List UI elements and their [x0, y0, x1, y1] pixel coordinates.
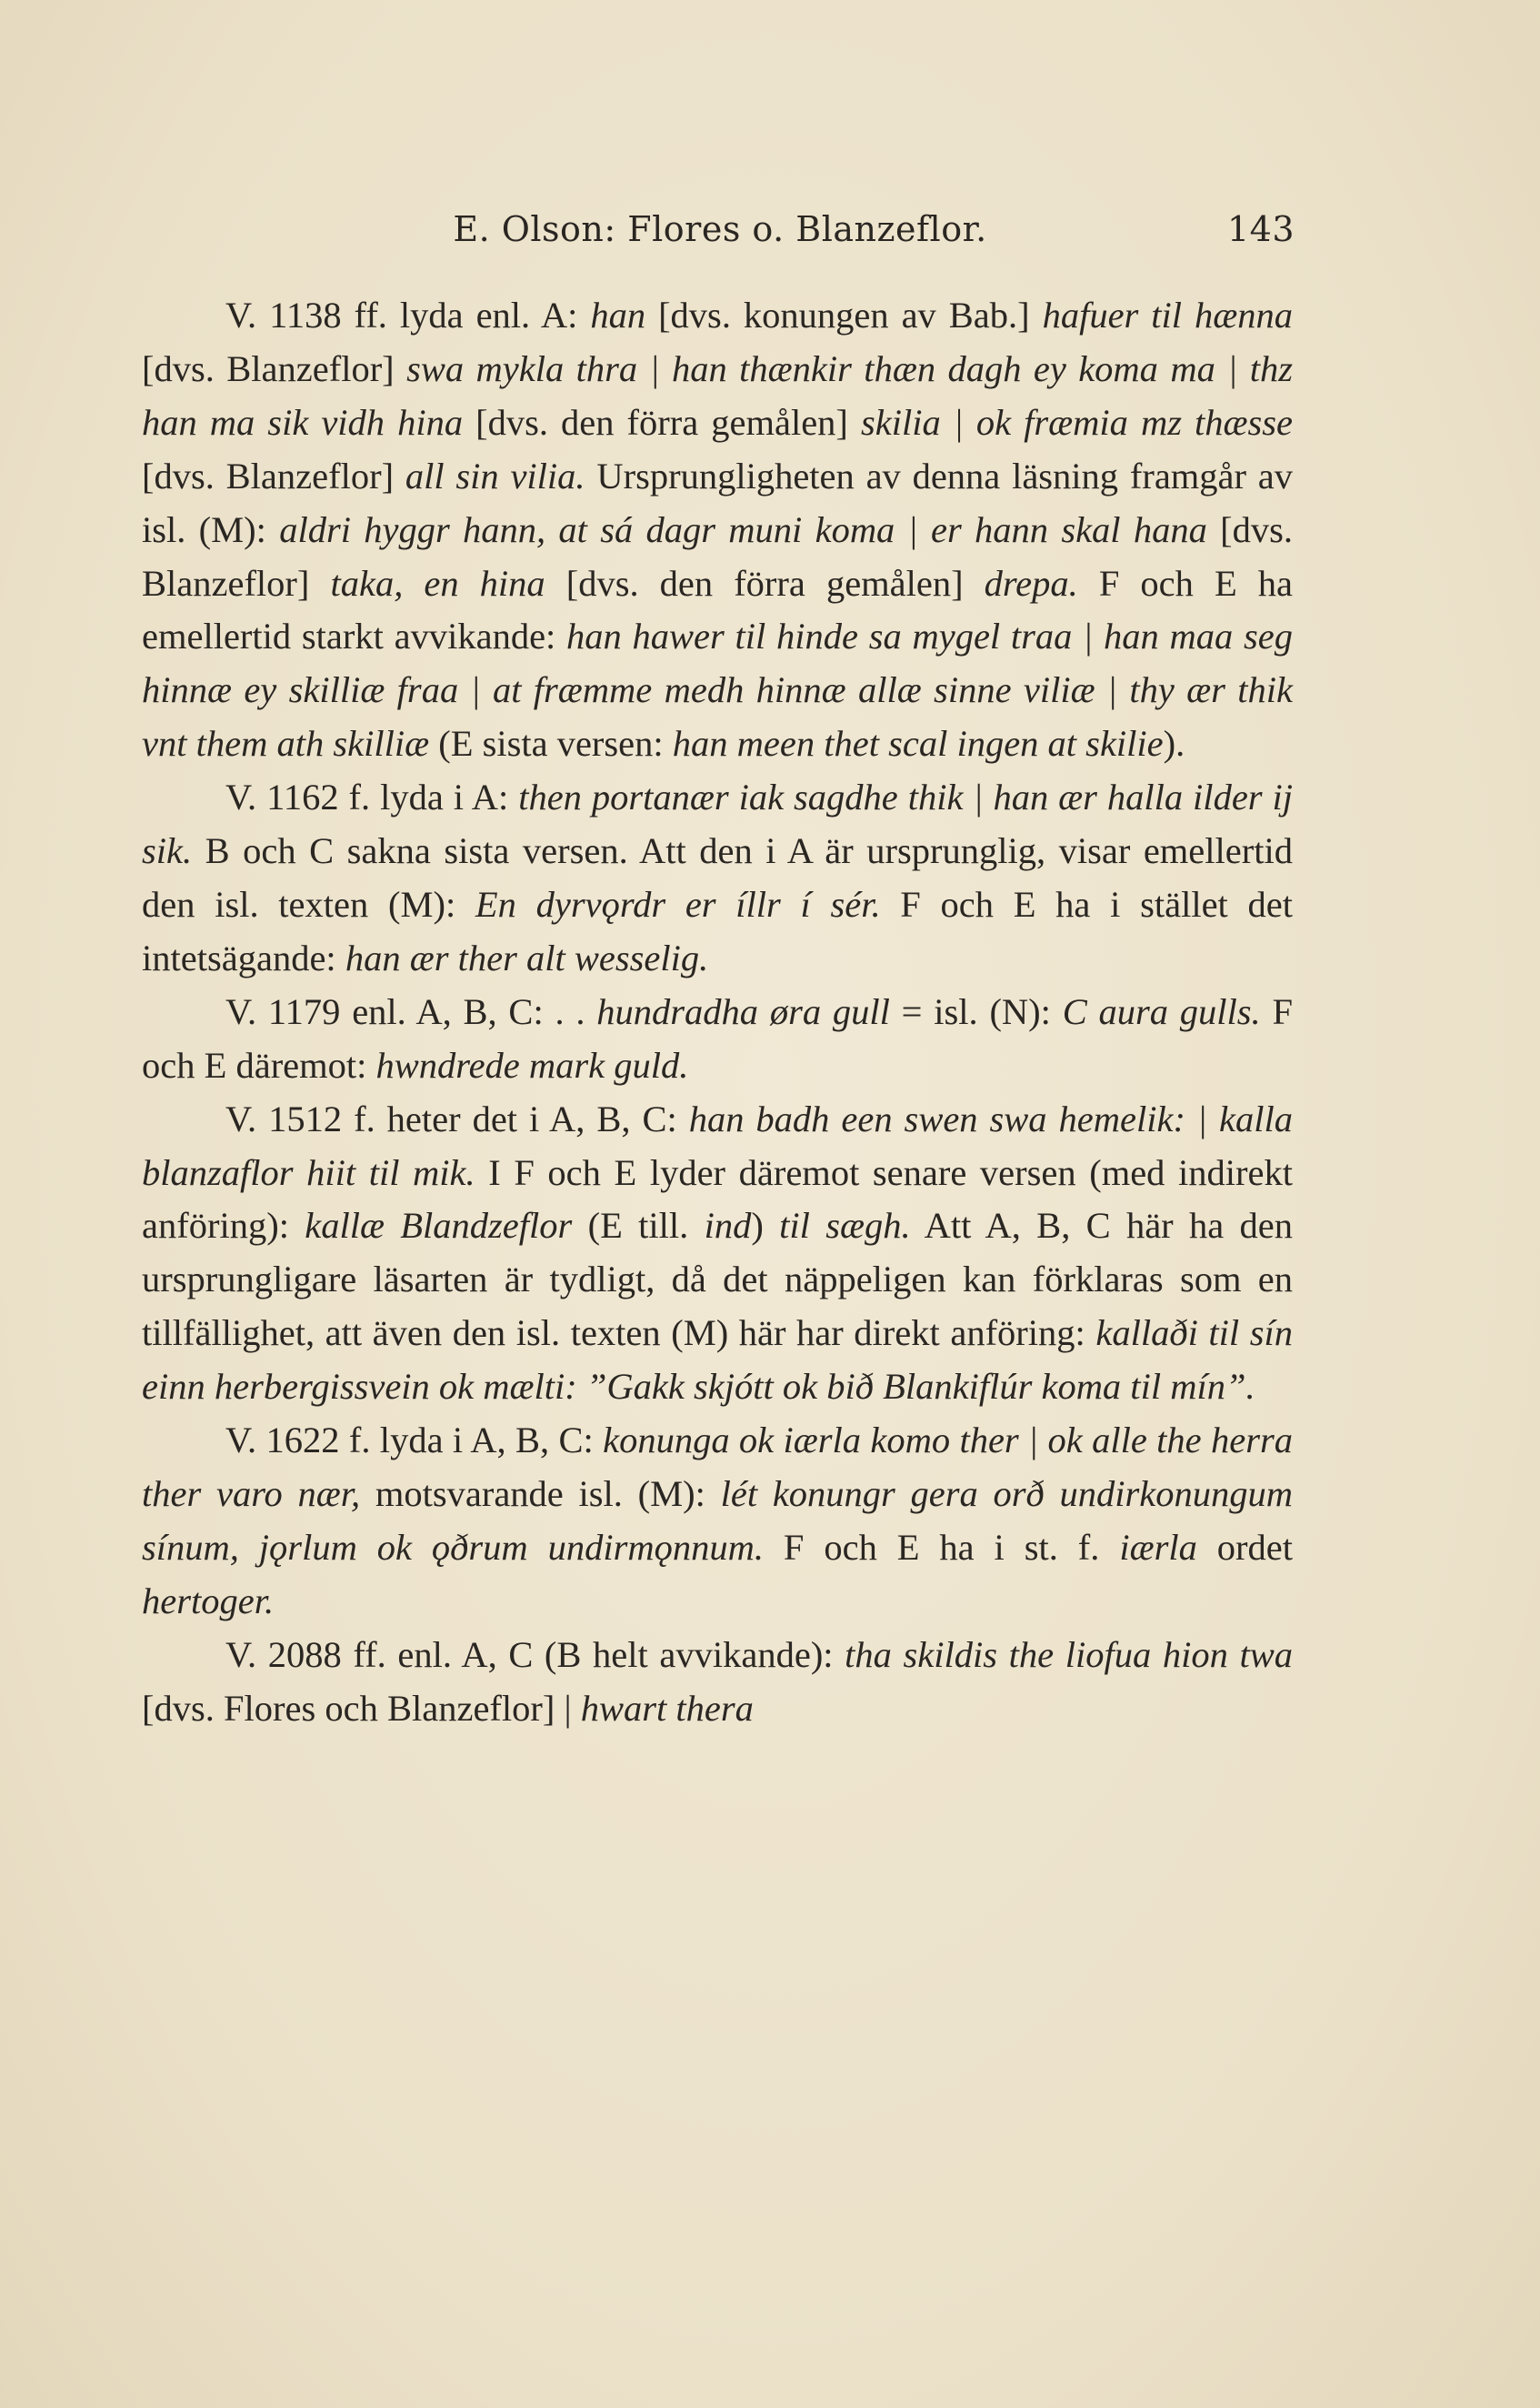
- italic-quote: drepa.: [984, 562, 1078, 604]
- text-run: V. 1162 f. lyda i A:: [225, 777, 519, 818]
- italic-quote: han ær ther alt wesselig.: [345, 937, 709, 978]
- text-run: Att A, B, C här ha den ursprungligare läsarten är tydligt, då det näppeligen kan förklaras som en tillfällighet, att även den isl. texten (M) här har direkt anföring:: [142, 1205, 1293, 1354]
- text-run: [dvs. konungen av Bab.]: [645, 295, 1043, 336]
- italic-quote: tha skildis the liofua hion twa: [845, 1633, 1293, 1675]
- italic-quote: han: [590, 295, 646, 336]
- paragraph-v1179: [142, 986, 1293, 1093]
- italic-quote: kallæ Blandzeflor: [305, 1205, 573, 1247]
- italic-quote: lét konungr gera orð undirkonungum sínum, jǫrlum ok ǫðrum undirmǫnnum.: [142, 1472, 1293, 1568]
- italic-quote: skilia | ok fræmia mz thæsse: [860, 401, 1293, 443]
- text-run: ).: [1163, 723, 1185, 765]
- italic-quote: taka, en hina: [330, 562, 545, 604]
- italic-quote: han badh een swen swa hemelik: | kalla blanzaflor hiit til mik.: [142, 1098, 1293, 1193]
- body-text: [142, 289, 1293, 1735]
- text-run: V. 2088 ff. enl. A, C (B helt avvikande):: [225, 1633, 845, 1675]
- text-run: F och E ha emellertid starkt avvikande:: [142, 562, 1293, 657]
- text-run: (E sista versen:: [429, 723, 673, 765]
- italic-quote: til sægh.: [779, 1205, 911, 1247]
- italic-quote: then portanær iak sagdhe thik | han ær halla ilder ij sik.: [142, 777, 1293, 872]
- text-run: (E till.: [572, 1205, 705, 1247]
- italic-quote: all sin vilia.: [405, 455, 585, 497]
- text-run: V. 1622 f. lyda i A, B, C:: [225, 1420, 604, 1461]
- text-run: [dvs. den förra gemålen]: [545, 562, 985, 604]
- italic-quote: hwndrede mark guld.: [375, 1044, 689, 1086]
- paragraph-v1138: [142, 289, 1293, 771]
- text-run: V. 1179 enl. A, B, C: . .: [225, 990, 597, 1032]
- italic-quote: hwart thera: [580, 1687, 754, 1729]
- text-run: [dvs. den förra gemålen]: [463, 401, 861, 443]
- text-run: [dvs. Flores och Blanzeflor] |: [142, 1687, 581, 1729]
- italic-quote: swa mykla thra | han thænkir thæn dagh ey koma ma | thz han ma sik vidh hina: [142, 347, 1294, 443]
- text-run: V. 1138 ff. lyda enl. A:: [225, 295, 591, 336]
- text-run: I F och E lyder däremot senare versen (med indirekt anföring):: [142, 1151, 1293, 1247]
- text-run: ordet: [1196, 1526, 1293, 1568]
- text-run: V. 1512 f. heter det i A, B, C:: [225, 1098, 689, 1139]
- paragraph-v2088: [142, 1629, 1293, 1736]
- italic-quote: kallaði til sín einn herbergissvein ok mælti: ”Gakk skjótt ok bið Blankiflúr koma til mín”.: [142, 1312, 1293, 1408]
- text-run: [dvs. Blanzeflor]: [142, 455, 405, 497]
- italic-quote: han hawer til hinde sa mygel traa | han maa seg hinnæ ey skilliæ fraa | at fræmme medh hinnæ allæ sinne viliæ | thy ær thik vnt them ath skilliæ: [142, 616, 1293, 765]
- paragraph-v1162: [142, 771, 1293, 986]
- text-run: Ursprungligheten av denna läsning framgår av isl. (M):: [142, 455, 1294, 550]
- text-run: ): [751, 1205, 780, 1247]
- text-run: [dvs. Blanzeflor]: [142, 508, 1293, 604]
- text-run: motsvarande isl. (M):: [360, 1472, 721, 1514]
- italic-quote: hertoger.: [142, 1580, 275, 1621]
- text-run: = isl. (N):: [889, 990, 1063, 1032]
- italic-quote: iærla: [1119, 1526, 1197, 1568]
- text-run: [dvs. Blanzeflor]: [142, 347, 407, 389]
- italic-quote: hafuer til hænna: [1042, 295, 1293, 336]
- italic-quote: C aura gulls.: [1062, 990, 1261, 1032]
- italic-quote: ind: [704, 1205, 752, 1247]
- text-run: B och C sakna sista versen. Att den i A är ursprunglig, visar emellertid den isl. texten (M):: [142, 830, 1293, 925]
- italic-quote: konunga ok iærla komo ther | ok alle the herra ther varo nær,: [142, 1420, 1293, 1514]
- italic-quote: hundradha øra gull: [596, 990, 890, 1032]
- italic-quote: En dyrvǫrdr er íllr í sér.: [475, 883, 881, 925]
- paragraph-v1512: [142, 1093, 1293, 1414]
- text-run: F och E ha i st. f.: [763, 1526, 1120, 1568]
- text-run: F och E däremot:: [142, 990, 1293, 1086]
- running-title: E. Olson: Flores o. Blanzeflor.: [453, 209, 987, 249]
- text-run: F och E ha i stället det intetsägande:: [142, 883, 1293, 978]
- page-number: 143: [1226, 209, 1295, 249]
- italic-quote: han meen thet scal ingen at skilie: [672, 723, 1164, 765]
- page-header: [145, 202, 1295, 260]
- paragraph-v1622: [142, 1414, 1293, 1629]
- italic-quote: aldri hyggr hann, at sá dagr muni koma | er hann skal hana: [279, 508, 1207, 550]
